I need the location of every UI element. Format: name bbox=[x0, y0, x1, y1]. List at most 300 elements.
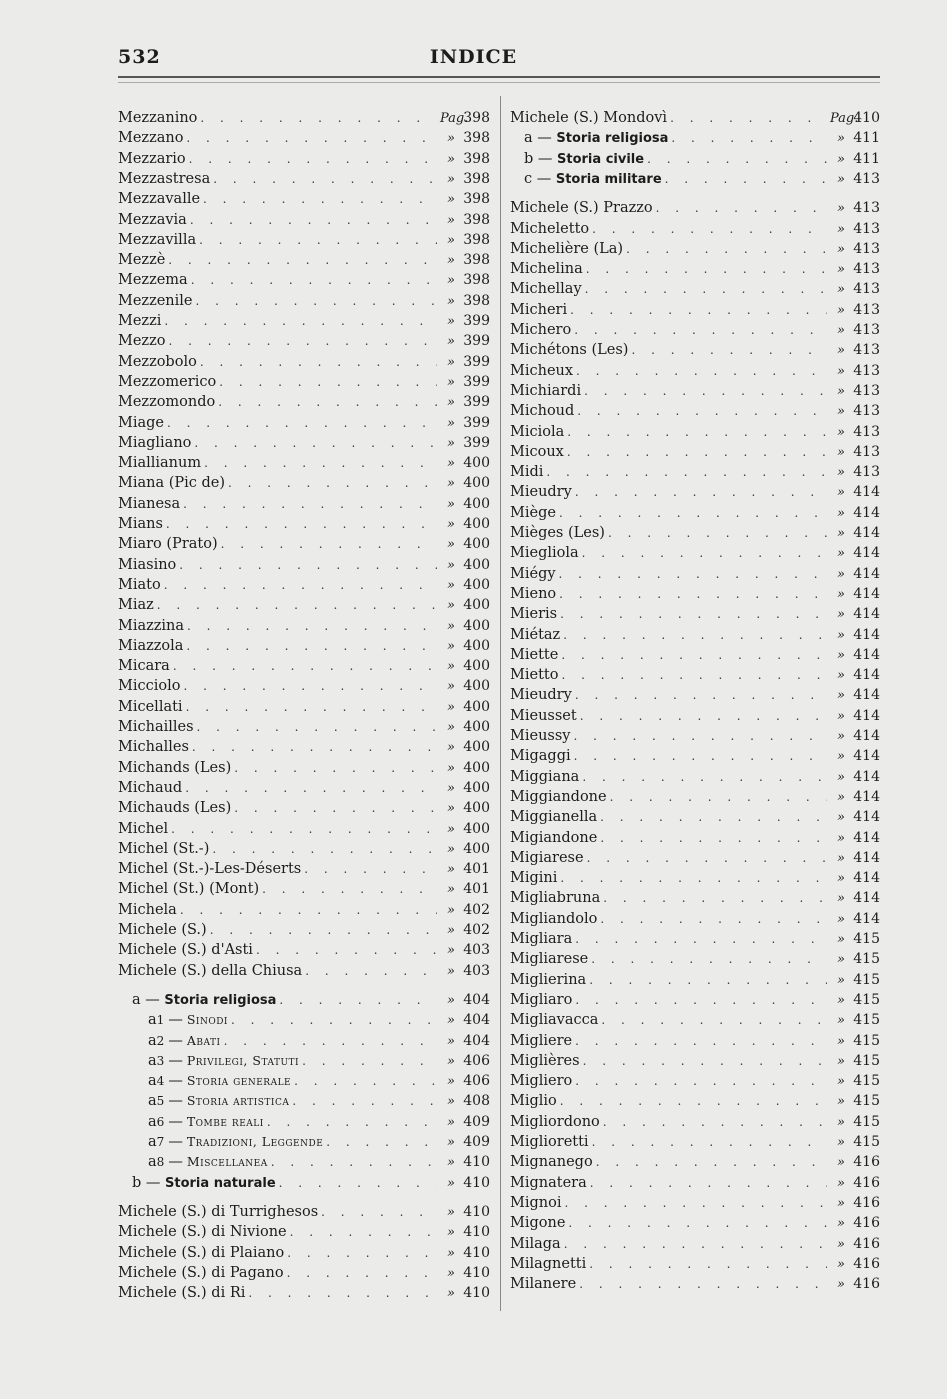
page-marker: » bbox=[447, 456, 455, 472]
entry-page-number: 398 bbox=[463, 292, 490, 309]
entry-name: Miaz bbox=[118, 597, 154, 614]
entry-page-number: 414 bbox=[853, 504, 880, 521]
entry-name: Storia civile bbox=[557, 151, 645, 167]
entry-page-number: 403 bbox=[463, 962, 490, 979]
page-marker: » bbox=[837, 1074, 845, 1090]
entry-name: Michelière (La) bbox=[510, 240, 624, 257]
index-entry bbox=[510, 868, 880, 888]
entry-name: Miagliano bbox=[118, 434, 192, 451]
entry-page-number: 398 bbox=[463, 252, 490, 269]
entry-name: Sinodi bbox=[186, 1012, 228, 1028]
page-marker: » bbox=[447, 1155, 455, 1171]
dot-leader bbox=[304, 859, 437, 879]
page-marker: » bbox=[837, 1155, 845, 1171]
entry-name: Mezzavilla bbox=[118, 231, 197, 248]
entry-page-number: 413 bbox=[853, 443, 880, 460]
page-marker: » bbox=[837, 1195, 845, 1211]
index-entry bbox=[510, 381, 880, 401]
page-marker: » bbox=[447, 415, 455, 431]
dot-leader bbox=[592, 219, 827, 239]
entry-page-number: 410 bbox=[463, 1244, 490, 1261]
index-entry bbox=[118, 595, 490, 615]
entry-superscript: 6 bbox=[156, 1114, 165, 1129]
dot-leader bbox=[563, 625, 827, 645]
index-entry bbox=[510, 1152, 880, 1172]
entry-page-number: 414 bbox=[853, 748, 880, 765]
page-marker: » bbox=[837, 911, 845, 927]
dot-leader bbox=[204, 453, 437, 473]
entry-name: Tombe reali bbox=[186, 1113, 264, 1129]
index-entry bbox=[118, 1283, 490, 1303]
entry-name: Storia naturale bbox=[165, 1175, 276, 1191]
entry-name: Migliaro bbox=[510, 991, 573, 1008]
dot-leader bbox=[591, 949, 827, 969]
page-marker: » bbox=[837, 607, 845, 623]
entry-name: Michailles bbox=[118, 719, 194, 735]
entry-name: Miazzina bbox=[118, 617, 185, 634]
entry-page-number: 416 bbox=[853, 1194, 880, 1211]
index-entry bbox=[510, 462, 880, 482]
dot-leader bbox=[271, 1152, 437, 1172]
page-marker: » bbox=[837, 1033, 845, 1049]
page-marker: » bbox=[837, 729, 845, 744]
dot-leader bbox=[603, 1112, 827, 1132]
dot-leader bbox=[157, 595, 437, 615]
index-entry bbox=[118, 534, 490, 554]
index-entry bbox=[118, 990, 490, 1010]
entry-name: Migiandone bbox=[510, 829, 598, 846]
page-marker: » bbox=[447, 334, 455, 350]
index-entry bbox=[510, 929, 880, 949]
page-marker: » bbox=[837, 566, 845, 582]
dot-leader bbox=[670, 108, 827, 128]
entry-name: Mezzavalle bbox=[118, 191, 201, 208]
entry-name: Migliere bbox=[510, 1032, 573, 1049]
index-entry bbox=[118, 413, 490, 433]
entry-name: Mezzi bbox=[118, 313, 162, 329]
dot-leader bbox=[168, 250, 437, 270]
index-entry bbox=[510, 564, 880, 584]
dot-leader bbox=[210, 920, 437, 940]
page-marker: » bbox=[837, 546, 845, 562]
dot-leader bbox=[584, 381, 827, 401]
dot-leader bbox=[589, 1254, 827, 1274]
entry-name: Mezzomerico bbox=[118, 373, 217, 390]
page-marker: » bbox=[837, 383, 845, 399]
page-marker: » bbox=[447, 1053, 455, 1069]
page-marker: » bbox=[447, 1175, 455, 1191]
dot-leader bbox=[195, 291, 437, 311]
entry-page-number: 411 bbox=[853, 150, 880, 167]
page-marker: » bbox=[447, 862, 455, 878]
dot-leader bbox=[596, 1152, 827, 1172]
entry-page-number: 399 bbox=[463, 373, 490, 390]
entry-page-number: 400 bbox=[463, 536, 490, 553]
dot-leader bbox=[200, 108, 437, 128]
entry-name: Mignoi bbox=[510, 1194, 562, 1211]
entry-prefix: c — bbox=[524, 170, 552, 187]
dot-leader bbox=[200, 352, 437, 372]
entry-name: Migliavacca bbox=[510, 1012, 599, 1029]
entry-page-number: 404 bbox=[463, 1012, 490, 1029]
entry-name: Michel (St.) (Mont) bbox=[118, 881, 260, 898]
page-marker: » bbox=[837, 932, 845, 947]
entry-name: Michel (St.-)-Les-Déserts bbox=[118, 861, 302, 878]
index-entry bbox=[510, 1132, 880, 1152]
page-marker: » bbox=[837, 323, 845, 338]
index-entry bbox=[118, 900, 490, 920]
dot-leader bbox=[185, 778, 437, 798]
index-entry bbox=[510, 1031, 880, 1051]
entry-page-number: 400 bbox=[463, 719, 490, 735]
entry-name: Tradizioni, Leggende bbox=[186, 1134, 324, 1149]
dot-leader bbox=[575, 929, 827, 949]
entry-name: Miglioretti bbox=[510, 1134, 589, 1150]
index-entry bbox=[118, 1243, 490, 1263]
dot-leader bbox=[600, 807, 827, 827]
entry-page-number: 414 bbox=[853, 606, 880, 623]
index-entry bbox=[118, 879, 490, 899]
dot-leader bbox=[294, 1071, 437, 1091]
index-entry bbox=[510, 259, 880, 279]
index-entry bbox=[510, 625, 880, 645]
page-number: 532 bbox=[118, 46, 161, 68]
index-entry bbox=[510, 543, 880, 563]
page-marker: » bbox=[447, 821, 455, 837]
entry-name: Micara bbox=[118, 658, 170, 675]
entry-superscript: 7 bbox=[156, 1135, 165, 1149]
page-marker: » bbox=[447, 923, 455, 938]
page-marker: » bbox=[837, 404, 845, 420]
dot-leader bbox=[600, 909, 827, 929]
entry-name: Mezzano bbox=[118, 130, 184, 147]
index-entry bbox=[510, 726, 880, 746]
index-entry bbox=[510, 1112, 880, 1132]
entry-name: Mieudry bbox=[510, 484, 572, 501]
entry-page-number: 413 bbox=[853, 301, 880, 318]
index-entry bbox=[118, 798, 490, 818]
page-marker: » bbox=[447, 517, 455, 532]
index-entry bbox=[510, 1213, 880, 1233]
entry-dash: — bbox=[168, 1032, 183, 1049]
entry-page-number: 415 bbox=[853, 1134, 880, 1150]
entry-name: Miaro (Prato) bbox=[118, 536, 218, 553]
dot-leader bbox=[194, 433, 437, 453]
dot-leader bbox=[582, 543, 827, 563]
page-marker: » bbox=[837, 668, 845, 684]
entry-name: Storia militare bbox=[555, 171, 662, 187]
dot-leader bbox=[262, 879, 437, 899]
page-marker: » bbox=[837, 485, 845, 501]
entry-dash: — bbox=[168, 1093, 183, 1110]
index-entry bbox=[510, 300, 880, 320]
dot-leader bbox=[559, 503, 827, 523]
page-marker: » bbox=[447, 577, 455, 593]
dot-leader bbox=[212, 839, 437, 859]
index-entry bbox=[118, 270, 490, 290]
page-marker: » bbox=[837, 830, 845, 846]
entry-name: Michele (S.) Mondovì bbox=[510, 110, 668, 126]
index-entry bbox=[510, 787, 880, 807]
entry-name: Michele (S.) di Ri bbox=[118, 1285, 246, 1302]
page-marker: » bbox=[447, 1204, 455, 1220]
entry-name: Mièges (Les) bbox=[510, 525, 605, 541]
index-entry bbox=[510, 442, 880, 462]
index-entry bbox=[510, 239, 880, 259]
page-marker: » bbox=[447, 618, 455, 634]
entry-superscript: 4 bbox=[156, 1074, 165, 1089]
dot-leader bbox=[560, 1091, 827, 1111]
entry-name: Miato bbox=[118, 576, 161, 593]
entry-name: Michands (Les) bbox=[118, 759, 232, 776]
entry-page-number: 413 bbox=[853, 362, 880, 379]
page-marker: » bbox=[447, 740, 455, 756]
index-entry bbox=[118, 311, 490, 331]
index-entry bbox=[118, 514, 490, 534]
entry-page-number: 401 bbox=[463, 861, 490, 878]
page-marker: » bbox=[447, 1074, 455, 1090]
entry-page-number: 414 bbox=[853, 829, 880, 846]
index-entry bbox=[118, 616, 490, 636]
entry-page-number: 413 bbox=[853, 170, 880, 187]
page-marker: » bbox=[837, 1094, 845, 1110]
entry-name: Privilegi, Statuti bbox=[186, 1052, 300, 1068]
entry-page-number: 398 bbox=[463, 170, 490, 187]
index-entry bbox=[118, 250, 490, 270]
entry-superscript: 5 bbox=[156, 1094, 165, 1109]
entry-prefix: a bbox=[148, 1073, 157, 1090]
entry-name: Miétaz bbox=[510, 626, 561, 643]
entry-page-number: 415 bbox=[853, 951, 880, 968]
index-entry bbox=[510, 1010, 880, 1030]
index-entry bbox=[118, 473, 490, 493]
page-marker: » bbox=[837, 972, 845, 988]
entry-page-number: 400 bbox=[463, 739, 490, 756]
page-marker: » bbox=[837, 871, 845, 887]
dot-leader bbox=[576, 361, 827, 381]
index-entry bbox=[510, 970, 880, 990]
entry-name: Miglières bbox=[510, 1052, 580, 1069]
dot-leader bbox=[603, 888, 827, 908]
index-entry bbox=[510, 990, 880, 1010]
index-entry bbox=[510, 604, 880, 624]
entry-name: Storia artistica bbox=[186, 1093, 290, 1109]
entry-page-number: 400 bbox=[463, 820, 490, 837]
entry-page-number: 414 bbox=[853, 646, 880, 663]
entry-page-number: 415 bbox=[853, 1093, 880, 1110]
entry-page-number: 410 bbox=[463, 1154, 490, 1171]
entry-name: Migliabruna bbox=[510, 890, 601, 907]
index-entry bbox=[118, 453, 490, 473]
entry-name: Mieudry bbox=[510, 687, 572, 704]
dot-leader bbox=[164, 575, 437, 595]
entry-prefix: a — bbox=[524, 130, 552, 147]
dot-leader bbox=[587, 848, 827, 868]
page-marker: » bbox=[447, 943, 455, 959]
entry-name: Storia religiosa bbox=[556, 131, 669, 147]
dot-leader bbox=[180, 900, 437, 920]
page-marker: » bbox=[837, 241, 845, 257]
index-entry bbox=[118, 392, 490, 412]
entry-name: Migini bbox=[510, 870, 558, 887]
index-entry bbox=[118, 1132, 490, 1152]
entry-prefix: a bbox=[148, 1032, 157, 1049]
page-marker: » bbox=[837, 850, 845, 866]
page-marker: » bbox=[837, 627, 845, 643]
dot-leader bbox=[279, 1173, 437, 1193]
entry-dash: — bbox=[168, 1113, 183, 1130]
dot-leader bbox=[190, 210, 437, 230]
dot-leader bbox=[575, 990, 827, 1010]
page-marker: » bbox=[837, 1135, 845, 1150]
page-marker: » bbox=[837, 343, 845, 359]
entry-prefix: a bbox=[148, 1012, 157, 1029]
index-entry bbox=[118, 149, 490, 169]
page-marker: » bbox=[837, 282, 845, 298]
entry-name: Michele (S.) bbox=[118, 922, 207, 938]
dot-leader bbox=[561, 665, 827, 685]
entry-page-number: 399 bbox=[463, 414, 490, 431]
dot-leader bbox=[292, 1091, 437, 1111]
entry-name: Mezzenile bbox=[118, 292, 193, 309]
dot-leader bbox=[601, 1010, 827, 1030]
entry-page-number: 406 bbox=[463, 1052, 490, 1069]
index-entry bbox=[118, 210, 490, 230]
index-entry bbox=[118, 291, 490, 311]
entry-name: Micheux bbox=[510, 362, 574, 379]
entry-page-number: 399 bbox=[463, 333, 490, 350]
dot-leader bbox=[199, 230, 437, 250]
entry-page-number: 400 bbox=[463, 475, 490, 492]
index-entry bbox=[118, 331, 490, 351]
index-entry bbox=[118, 1263, 490, 1283]
index-entry bbox=[118, 1010, 490, 1030]
page-marker: » bbox=[837, 769, 845, 785]
entry-page-number: 415 bbox=[853, 1113, 880, 1130]
page-marker: » bbox=[837, 1013, 845, 1029]
entry-name: Michele (S.) di Plaiano bbox=[118, 1244, 285, 1261]
dot-leader bbox=[574, 320, 827, 340]
index-entry bbox=[510, 503, 880, 523]
page-marker: » bbox=[447, 232, 455, 248]
entry-page-number: 414 bbox=[853, 585, 880, 602]
entry-page-number: 404 bbox=[463, 1032, 490, 1049]
entry-page-number: 415 bbox=[853, 991, 880, 1008]
index-entry bbox=[510, 1071, 880, 1091]
page-marker: » bbox=[447, 679, 455, 695]
entry-page-number: 413 bbox=[853, 342, 880, 359]
index-entry bbox=[118, 230, 490, 250]
index-entry bbox=[510, 746, 880, 766]
dot-leader bbox=[560, 868, 827, 888]
column-divider bbox=[500, 96, 501, 1311]
entry-name: Michele (S.) di Turrighesos bbox=[118, 1203, 319, 1220]
dot-leader bbox=[287, 1243, 437, 1263]
dot-leader bbox=[561, 645, 827, 665]
dot-leader bbox=[167, 413, 437, 433]
entry-page-number: 410 bbox=[463, 1174, 490, 1191]
entry-prefix: a bbox=[148, 1134, 157, 1150]
entry-name: Michel (St.-) bbox=[118, 840, 210, 857]
entry-page-number: 414 bbox=[853, 870, 880, 887]
entry-name: Michiardi bbox=[510, 382, 582, 399]
entry-page-number: 414 bbox=[853, 910, 880, 927]
dot-leader bbox=[580, 706, 827, 726]
dot-leader bbox=[570, 300, 827, 320]
dot-leader bbox=[546, 462, 827, 482]
index-entry bbox=[510, 198, 880, 218]
dot-leader bbox=[560, 604, 827, 624]
entry-name: Michaud bbox=[118, 779, 183, 796]
index-entry bbox=[118, 961, 490, 981]
page-marker: » bbox=[447, 171, 455, 187]
entry-page-number: 415 bbox=[853, 1073, 880, 1090]
dot-leader bbox=[583, 1051, 827, 1071]
entry-name: Mietto bbox=[510, 667, 559, 684]
page-marker: » bbox=[837, 444, 845, 460]
dot-leader bbox=[665, 169, 827, 189]
page-marker: » bbox=[447, 374, 455, 390]
entry-page-number: 402 bbox=[463, 901, 490, 918]
dot-leader bbox=[590, 1173, 827, 1193]
index-entry bbox=[118, 636, 490, 656]
entry-name: Mezzomondo bbox=[118, 394, 216, 411]
entry-name: Michele (S.) Prazzo bbox=[510, 200, 653, 217]
page-marker: » bbox=[837, 363, 845, 379]
page-marker: » bbox=[447, 253, 455, 269]
page-marker: » bbox=[837, 465, 845, 481]
dot-leader bbox=[610, 787, 827, 807]
page-marker: » bbox=[837, 952, 845, 968]
index-entry bbox=[510, 1254, 880, 1274]
entry-name: Storia generale bbox=[186, 1073, 292, 1089]
index-entry bbox=[510, 482, 880, 502]
page-marker: » bbox=[837, 688, 845, 704]
entry-page-number: 399 bbox=[463, 353, 490, 370]
header-rule bbox=[118, 76, 880, 78]
dot-leader bbox=[567, 442, 827, 462]
page-marker: » bbox=[447, 1225, 455, 1241]
entry-page-number: 400 bbox=[463, 495, 490, 512]
entry-name: Miazzola bbox=[118, 637, 184, 654]
page-marker: » bbox=[447, 659, 455, 675]
index-entry bbox=[118, 1152, 490, 1172]
index-entry bbox=[510, 888, 880, 908]
page-marker: » bbox=[837, 789, 845, 805]
index-entry bbox=[118, 920, 490, 940]
index-entry bbox=[118, 108, 490, 128]
entry-page-number: 400 bbox=[463, 759, 490, 776]
index-entry bbox=[118, 1071, 490, 1091]
entry-page-number: 414 bbox=[853, 626, 880, 643]
page-marker: » bbox=[447, 212, 455, 228]
page-marker: » bbox=[837, 647, 845, 663]
running-head: INDICE bbox=[429, 46, 518, 68]
entry-page-number: 413 bbox=[853, 403, 880, 420]
entry-page-number: 410 bbox=[463, 1203, 490, 1220]
page-marker: » bbox=[837, 262, 845, 278]
entry-page-number: 416 bbox=[853, 1276, 880, 1293]
page-marker: » bbox=[447, 1135, 455, 1150]
entry-page-number: 400 bbox=[463, 800, 490, 817]
entry-name: Mezzè bbox=[118, 252, 166, 269]
entry-prefix: a bbox=[148, 1093, 157, 1110]
index-entry bbox=[510, 665, 880, 685]
entry-page-number: 400 bbox=[463, 617, 490, 634]
entry-name: Michele (S.) della Chiusa bbox=[118, 962, 303, 979]
entry-name: Miallianum bbox=[118, 455, 202, 472]
dot-leader bbox=[608, 523, 827, 543]
